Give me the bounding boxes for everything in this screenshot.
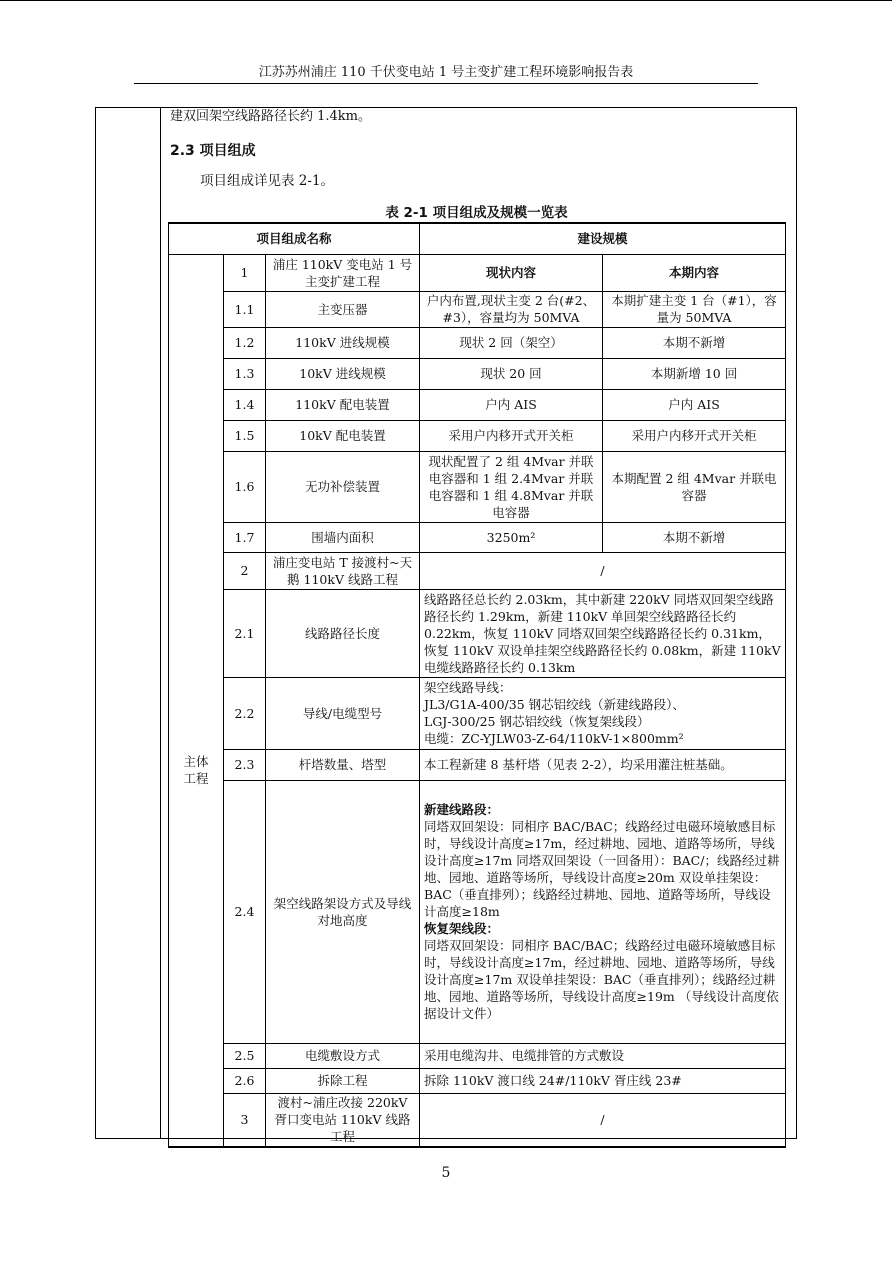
row-scale: 拆除 110kV 渡口线 24#/110kV 胥庄线 23# (420, 1068, 786, 1093)
table-caption: 表 2-1 项目组成及规模一览表 (385, 205, 568, 221)
table-row (169, 589, 786, 677)
row-this: 本期不新增 (603, 522, 786, 552)
row-item: 杆塔数量、塔型 (266, 749, 420, 780)
table-row (169, 451, 786, 522)
row-item: 浦庄变电站 T 接渡村~天鹅 110kV 线路工程 (266, 552, 420, 589)
table-row (169, 677, 786, 749)
category-cell (169, 254, 224, 1147)
row-scale: 采用电缆沟井、电缆排管的方式敷设 (420, 1043, 786, 1068)
row-scale (420, 780, 786, 1043)
restore-section-title: 恢复架线段： (424, 921, 500, 936)
col-current-header: 现状内容 (420, 254, 603, 291)
row-item: 导线/电缆型号 (266, 677, 420, 749)
row-number: 2.4 (224, 780, 266, 1043)
row-number: 3 (224, 1093, 266, 1147)
row-number: 2.6 (224, 1068, 266, 1093)
row-item: 浦庄 110kV 变电站 1 号主变扩建工程 (266, 254, 420, 291)
table-row (169, 1093, 786, 1147)
frame-divider (160, 107, 161, 1139)
row-current: 户内 AIS (420, 389, 603, 420)
col-this-header: 本期内容 (603, 254, 786, 291)
table-row (169, 1068, 786, 1093)
row-current: 现状 20 回 (420, 358, 603, 389)
scale-line: 电缆：ZC-YJLW03-Z-64/110kV-1×800mm² (424, 731, 684, 746)
row-number: 2.5 (224, 1043, 266, 1068)
row-item: 架空线路架设方式及导线对地高度 (266, 780, 420, 1043)
row-item: 无功补偿装置 (266, 451, 420, 522)
restore-section-text: 同塔双回架设：同相序 BAC/BAC；线路经过电磁环境敏感目标时，导线设计高度≥17m，经过耕地、园地、道路等场所，导线设计高度≥17m 双设单挂架设：BAC（垂直排列）；线路经过耕地、园地、道路等场所，导线设计高度≥19m （导线设计高度依据设计文件） (424, 938, 779, 1021)
header-construction-scale: 建设规模 (420, 223, 786, 254)
row-this: 本期不新增 (603, 327, 786, 358)
scale-line: JL3/G1A-400/35 钢芯铝绞线（新建线路段）、 (424, 697, 685, 712)
continued-line: 建双回架空线路路径长约 1.4km。 (170, 109, 372, 124)
row-this: 本期扩建主变 1 台（#1），容量为 50MVA (603, 291, 786, 327)
row-current: 现状 2 回（架空） (420, 327, 603, 358)
table-header-row (169, 223, 786, 254)
new-section-title: 新建线路段： (424, 802, 500, 817)
row-number: 1.4 (224, 389, 266, 420)
row-number: 1.5 (224, 420, 266, 451)
row-current: 采用户内移开式开关柜 (420, 420, 603, 451)
row-number: 2.3 (224, 749, 266, 780)
row-this: 本期配置 2 组 4Mvar 并联电容器 (603, 451, 786, 522)
row-item: 电缆敷设方式 (266, 1043, 420, 1068)
row-number: 2.1 (224, 589, 266, 677)
table-row (169, 522, 786, 552)
document-header: 江苏苏州浦庄 110 千伏变电站 1 号主变扩建工程环境影响报告表 (134, 64, 758, 84)
row-this: 采用户内移开式开关柜 (603, 420, 786, 451)
table-row (169, 780, 786, 1043)
new-section-text: 同塔双回架设：同相序 BAC/BAC；线路经过电磁环境敏感目标时，导线设计高度≥17m，经过耕地、园地、道路等场所，导线设计高度≥17m 同塔双回架设（一回备用）：BAC/；线路经过耕地、园地、道路等场所，导线设计高度≥20m 双设单挂架设：BAC（垂直排列）；线路经过耕地、园地、道路等场所，导线设计高度≥18m (424, 819, 780, 919)
section-title: 2.3 项目组成 (170, 143, 256, 159)
category-label: 主体 工程 (183, 754, 209, 787)
table-row (169, 389, 786, 420)
row-item: 渡村~浦庄改接 220kV 胥口变电站 110kV 线路工程 (266, 1093, 420, 1147)
row-number: 2.2 (224, 677, 266, 749)
row-item: 线路路径长度 (266, 589, 420, 677)
scale-line: 架空线路导线： (424, 680, 512, 695)
row-item: 10kV 配电装置 (266, 420, 420, 451)
top-rule (0, 0, 892, 1)
row-item: 围墙内面积 (266, 522, 420, 552)
row-scale (420, 677, 786, 749)
table-row (169, 254, 786, 291)
row-item: 110kV 进线规模 (266, 327, 420, 358)
row-number: 1.6 (224, 451, 266, 522)
row-item: 10kV 进线规模 (266, 358, 420, 389)
row-scale: / (420, 552, 786, 589)
row-number: 2 (224, 552, 266, 589)
row-item: 主变压器 (266, 291, 420, 327)
project-composition-table (168, 222, 786, 1148)
row-item: 110kV 配电装置 (266, 389, 420, 420)
row-this: 户内 AIS (603, 389, 786, 420)
row-item: 拆除工程 (266, 1068, 420, 1093)
table-row (169, 358, 786, 389)
row-scale: / (420, 1093, 786, 1147)
header-project-name: 项目组成名称 (169, 223, 420, 254)
table-row (169, 420, 786, 451)
row-number: 1 (224, 254, 266, 291)
row-number: 1.7 (224, 522, 266, 552)
row-number: 1.2 (224, 327, 266, 358)
row-scale: 本工程新建 8 基杆塔（见表 2-2），均采用灌注桩基础。 (420, 749, 786, 780)
row-number: 1.3 (224, 358, 266, 389)
table-row (169, 327, 786, 358)
row-current: 户内布置,现状主变 2 台(#2、#3），容量均为 50MVA (420, 291, 603, 327)
row-number: 1.1 (224, 291, 266, 327)
row-current: 现状配置了 2 组 4Mvar 并联电容器和 1 组 2.4Mvar 并联电容器和 1 组 4.8Mvar 并联电容器 (420, 451, 603, 522)
table-row (169, 1043, 786, 1068)
row-this: 本期新增 10 回 (603, 358, 786, 389)
scale-line: LGJ-300/25 钢芯铝绞线（恢复架线段） (424, 714, 650, 729)
page-number: 5 (441, 1165, 451, 1181)
row-scale: 线路路径总长约 2.03km，其中新建 220kV 同塔双回架空线路路径长约 1.29km，新建 110kV 单回架空线路路径长约 0.22km，恢复 110kV 同塔双回架空线路路径长约 0.31km，恢复 110kV 双设单挂架空线路路径长约 0.08km，新建 110kV 电缆线路路径长约 0.13km (420, 589, 786, 677)
table-row (169, 749, 786, 780)
table-row (169, 291, 786, 327)
table-row (169, 552, 786, 589)
row-current: 3250m² (420, 522, 603, 552)
section-lead: 项目组成详见表 2-1。 (200, 173, 335, 189)
